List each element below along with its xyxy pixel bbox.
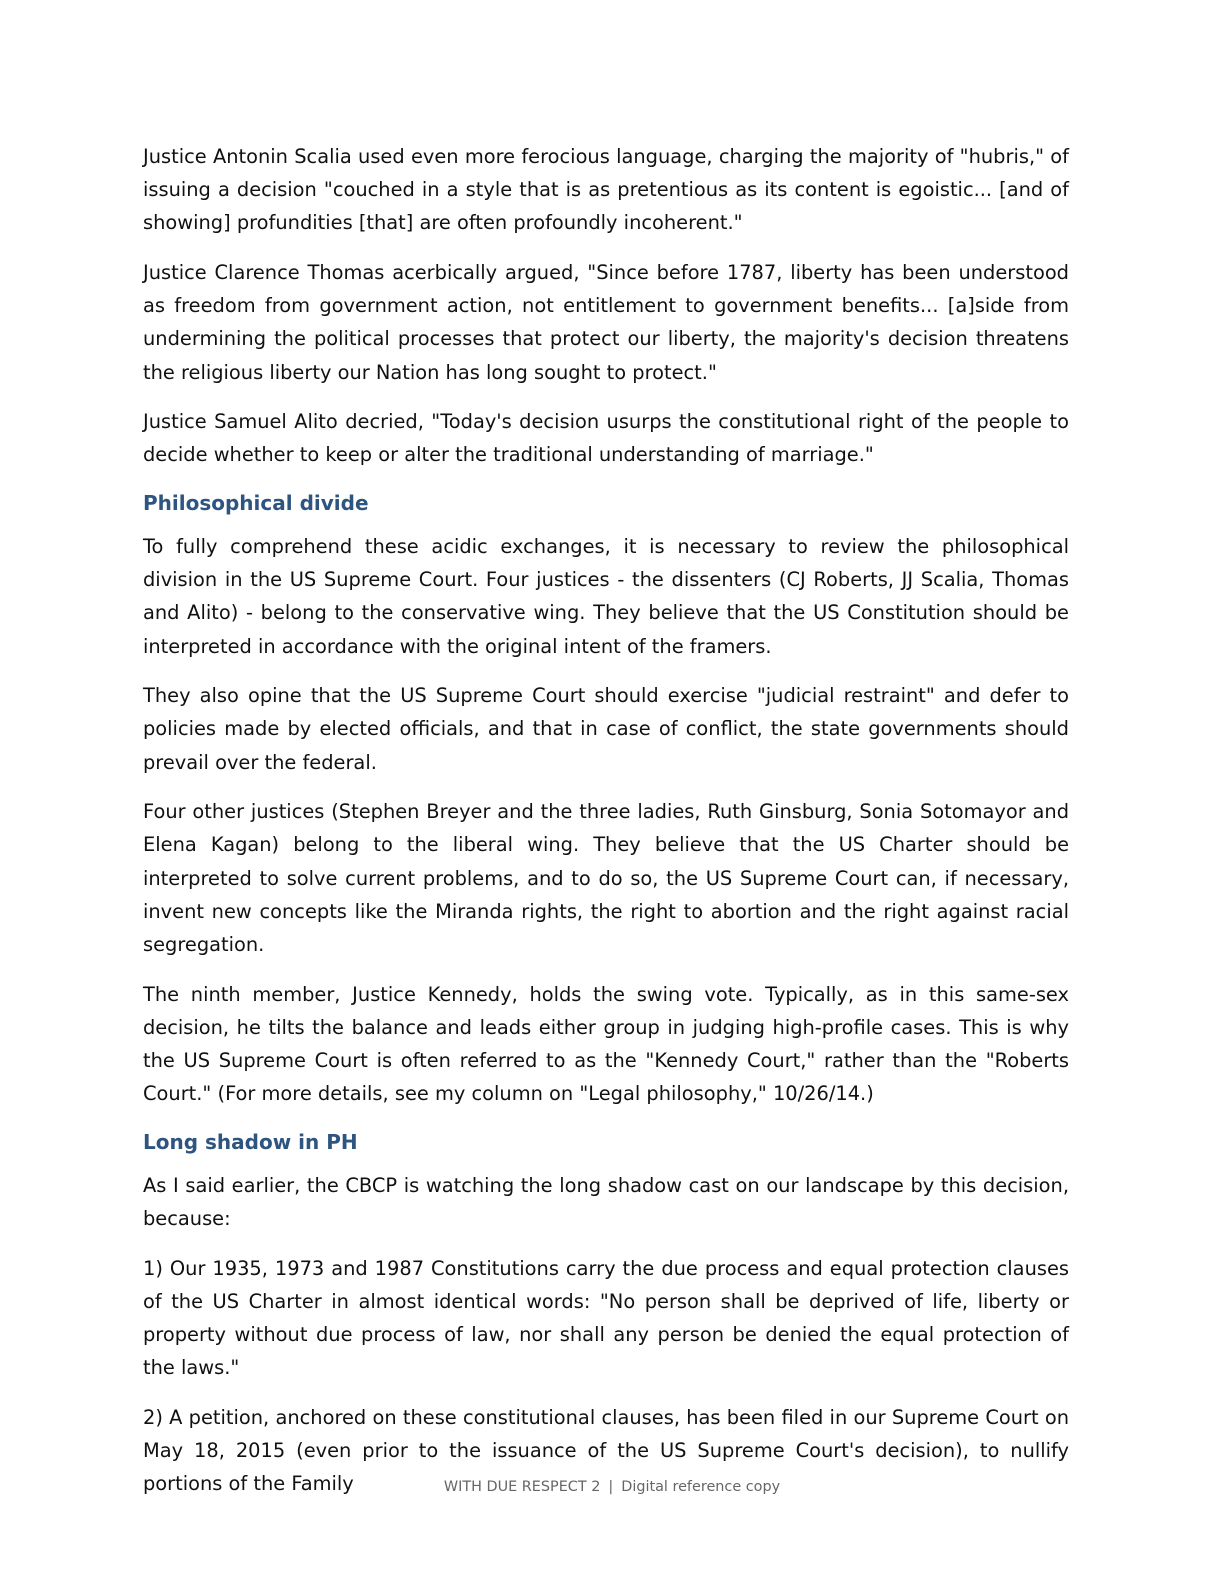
paragraph-alito: Justice Samuel Alito decried, "Today's decision usurps the constitutional right of the people to decide whether to keep or alter the traditional understanding of marriage."	[143, 410, 1069, 467]
footer-note: Digital reference copy	[621, 1479, 781, 1495]
paragraph-swing-vote: The ninth member, Justice Kennedy, holds the swing vote. Typically, as in this same-sex decision, he tilts the balance and leads either group in judging high-profile cases. This is why the US Supreme Court is often referred to as the "Kennedy Court," rather than the "Roberts Court." (For more details, see my column on "Legal philosophy," 10/26/14.)	[143, 982, 1069, 1106]
section-heading-long-shadow: Long shadow in PH	[143, 1129, 358, 1154]
footer-separator: |	[608, 1479, 614, 1495]
paragraph-judicial-restraint: They also opine that the US Supreme Court should exercise "judicial restraint" and defer to policies made by elected officials, and that in case of conflict, the state governments should prevail over the federal.	[143, 684, 1069, 774]
paragraph-scalia: Justice Antonin Scalia used even more ferocious language, charging the majority of "hubris," of issuing a decision "couched in a style that is as pretentious as its content is egoistic... [and of showing] profundities [that] are often profoundly incoherent."	[143, 145, 1069, 235]
paragraph-point-2: 2) A petition, anchored on these constitutional clauses, has been filed in our Supreme Court on May 18, 2015 (even prior to the issuance of the US Supreme Court's decision), to nullify portions of the Family	[143, 1405, 1069, 1496]
footer-title: WITH DUE RESPECT 2	[443, 1479, 601, 1495]
paragraph-thomas: Justice Clarence Thomas acerbically argued, "Since before 1787, liberty has been understood as freedom from government action, not entitlement to government benefits... [a]side from undermining the political processes that protect our liberty, the majority's decision threatens the religious liberty our Nation has long sought to protect."	[143, 261, 1069, 384]
document-body	[143, 140, 1069, 1517]
page-footer	[0, 1479, 1224, 1495]
paragraph-liberal-wing: Four other justices (Stephen Breyer and the three ladies, Ruth Ginsburg, Sonia Sotomayor and Elena Kagan) belong to the liberal wing. They believe that the US Charter should be interpreted to solve current problems, and to do so, the US Supreme Court can, if necessary, invent new concepts like the Miranda rights, the right to abortion and the right against racial segregation.	[143, 800, 1069, 957]
paragraph-point-1: 1) Our 1935, 1973 and 1987 Constitutions carry the due process and equal protection clauses of the US Charter in almost identical words: "No person shall be deprived of life, liberty or property without due process of law, nor shall any person be denied the equal protection of the laws."	[143, 1256, 1069, 1380]
paragraph-cbcp: As I said earlier, the CBCP is watching the long shadow cast on our landscape by this decision, because:	[143, 1173, 1069, 1231]
paragraph-conservative-wing: To fully comprehend these acidic exchanges, it is necessary to review the philosophical division in the US Supreme Court. Four justices - the dissenters (CJ Roberts, JJ Scalia, Thomas and Alito) - belong to the conservative wing. They believe that the US Constitution should be interpreted in accordance with the original intent of the framers.	[143, 535, 1069, 658]
section-heading-philosophical-divide: Philosophical divide	[143, 491, 369, 515]
